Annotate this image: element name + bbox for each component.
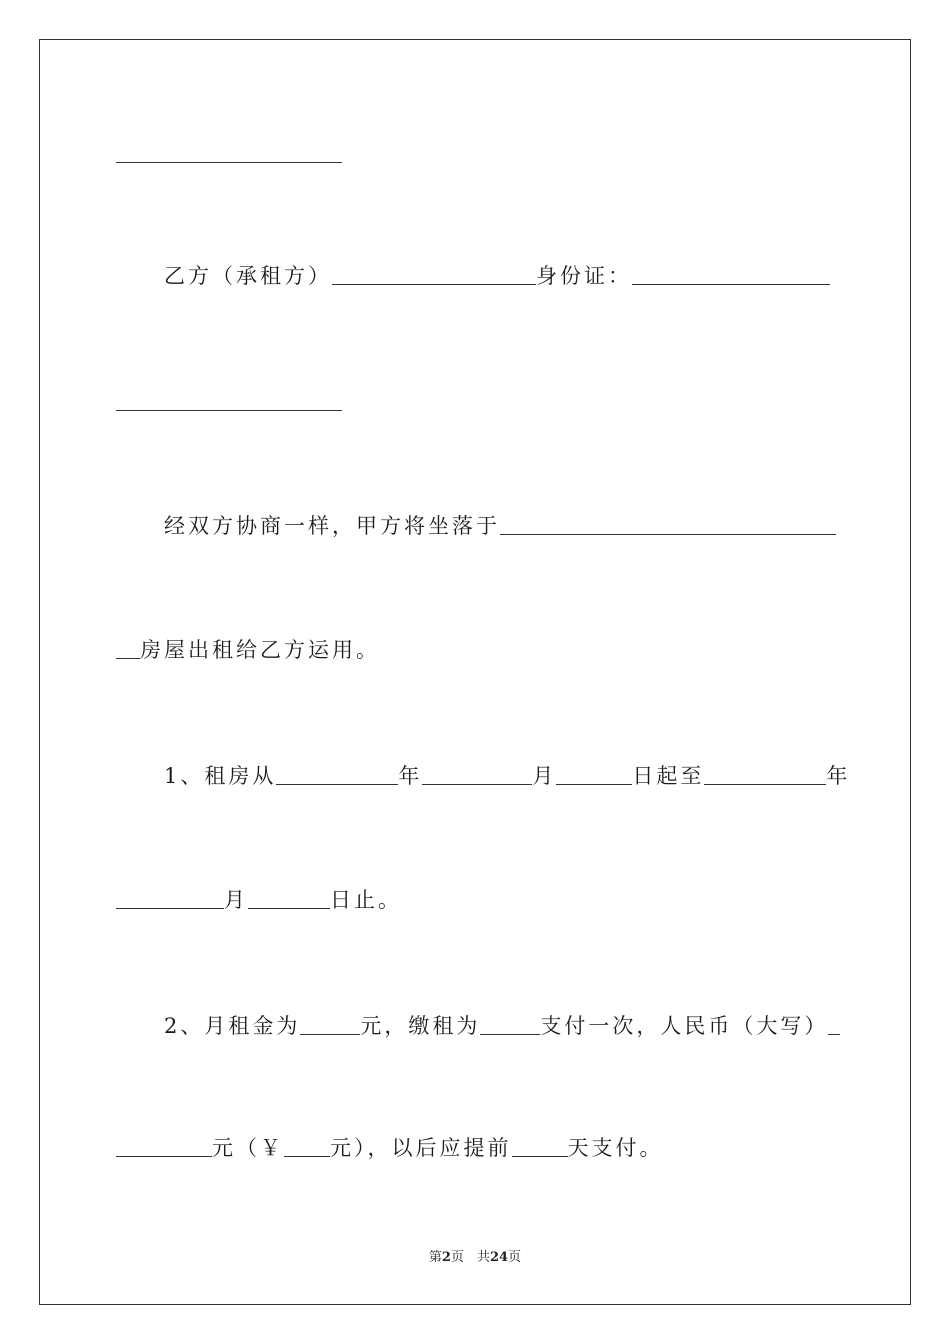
page-number: 2	[441, 1250, 451, 1265]
end-month-blank[interactable]	[116, 886, 224, 909]
rent-line-1	[164, 1012, 840, 1040]
payment-period-blank[interactable]	[480, 1012, 540, 1035]
term-line-2	[116, 886, 402, 914]
location-text: 经双方协商一样，甲方将坐落于	[164, 514, 500, 538]
month-label: 月	[224, 888, 248, 912]
footer-prefix: 第	[428, 1250, 442, 1265]
page-frame	[39, 39, 911, 1305]
term-label: 1、租房从	[164, 764, 277, 788]
rent-line-2	[116, 1134, 664, 1162]
end-day-blank[interactable]	[248, 886, 330, 909]
yuan-label: 元（￥	[212, 1136, 284, 1160]
blank-line-1	[116, 140, 342, 168]
rent-amount-blank[interactable]	[300, 1012, 360, 1035]
blank-line-2	[116, 388, 342, 416]
advance-days-blank[interactable]	[512, 1134, 568, 1157]
location-line	[164, 512, 836, 540]
fill-blank[interactable]	[116, 140, 342, 163]
rmb-label: 支付一次，人民币（大写）	[540, 1014, 829, 1038]
term-line-1	[164, 762, 850, 790]
start-month-blank[interactable]	[422, 762, 532, 785]
footer-suffix: 页	[508, 1250, 522, 1265]
footer-mid: 页 共	[450, 1250, 490, 1265]
rmb-uppercase-blank-cont[interactable]	[116, 1134, 212, 1157]
payment-label: 元，缴租为	[360, 1014, 481, 1038]
location-blank-cont[interactable]	[116, 636, 140, 659]
end-year-blank[interactable]	[704, 762, 826, 785]
total-pages: 24	[489, 1250, 509, 1265]
start-day-blank[interactable]	[556, 762, 632, 785]
party-b-name-blank[interactable]	[332, 262, 536, 285]
yen-amount-blank[interactable]	[284, 1134, 330, 1157]
year-label: 年	[398, 764, 423, 788]
fill-blank[interactable]	[116, 388, 342, 411]
id-card-label: 身份证：	[536, 264, 632, 288]
location-blank[interactable]	[500, 512, 836, 535]
advance-label: 元），以后应提前	[330, 1136, 512, 1160]
month-label: 月	[532, 764, 557, 788]
rental-text: 房屋出租给乙方运用。	[140, 638, 380, 662]
rmb-uppercase-blank[interactable]	[828, 1012, 840, 1035]
day-from-label: 日起至	[632, 764, 705, 788]
year-label: 年	[826, 764, 851, 788]
day-end-label: 日止。	[330, 888, 402, 912]
start-year-blank[interactable]	[276, 762, 398, 785]
rental-line	[116, 636, 380, 664]
party-b-label: 乙方（承租方）	[164, 264, 332, 288]
rent-label: 2、月租金为	[164, 1014, 301, 1038]
party-b-line	[164, 262, 830, 290]
id-card-blank[interactable]	[632, 262, 830, 285]
days-pay-label: 天支付。	[567, 1136, 664, 1160]
page-footer	[0, 1246, 950, 1265]
